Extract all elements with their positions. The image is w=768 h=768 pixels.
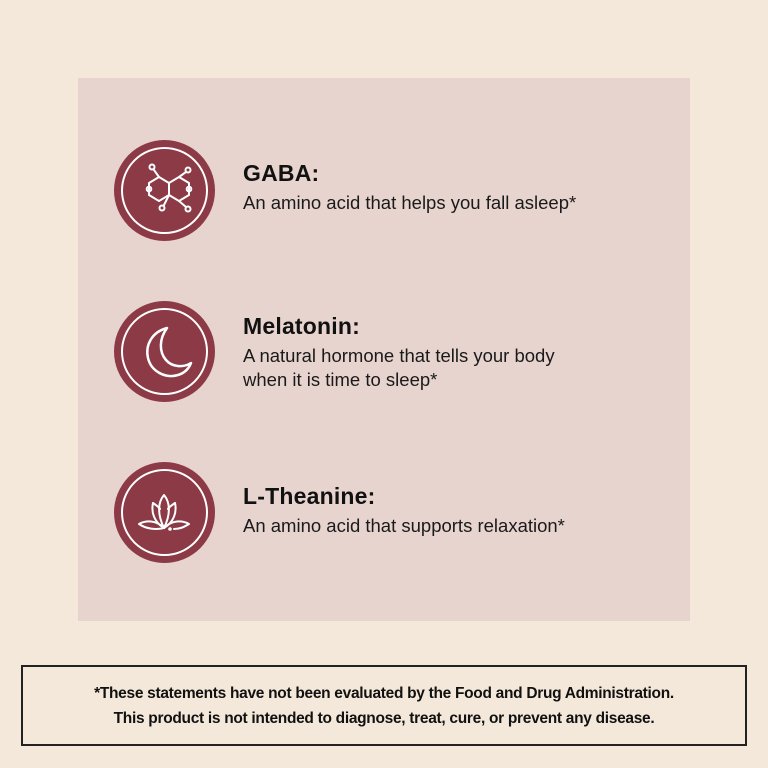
fda-disclaimer-box	[21, 665, 747, 746]
description-line: when it is time to sleep*	[243, 369, 438, 390]
ingredient-title: L-Theanine:	[243, 483, 376, 509]
lotus-flower-icon	[114, 462, 215, 563]
ingredients-panel	[78, 78, 690, 621]
disclaimer-line-1: *These statements have not been evaluated by the Food and Drug Administration.	[94, 684, 674, 702]
description-line: A natural hormone that tells your body	[243, 345, 555, 366]
ingredient-l-theanine	[114, 462, 565, 563]
ingredient-description	[243, 514, 565, 538]
ingredient-gaba	[114, 140, 576, 241]
ingredient-title: GABA:	[243, 160, 320, 186]
crescent-moon-icon	[114, 301, 215, 402]
molecule-icon	[114, 140, 215, 241]
description-line: An amino acid that helps you fall asleep*	[243, 192, 577, 213]
ingredient-description	[243, 191, 576, 215]
disclaimer-line-2: This product is not intended to diagnose, treat, cure, or prevent any disease.	[113, 709, 655, 727]
ingredient-title: Melatonin:	[243, 313, 360, 339]
ingredient-melatonin	[114, 301, 555, 402]
description-line: An amino acid that supports relaxation*	[243, 515, 565, 536]
ingredient-description	[243, 344, 555, 392]
